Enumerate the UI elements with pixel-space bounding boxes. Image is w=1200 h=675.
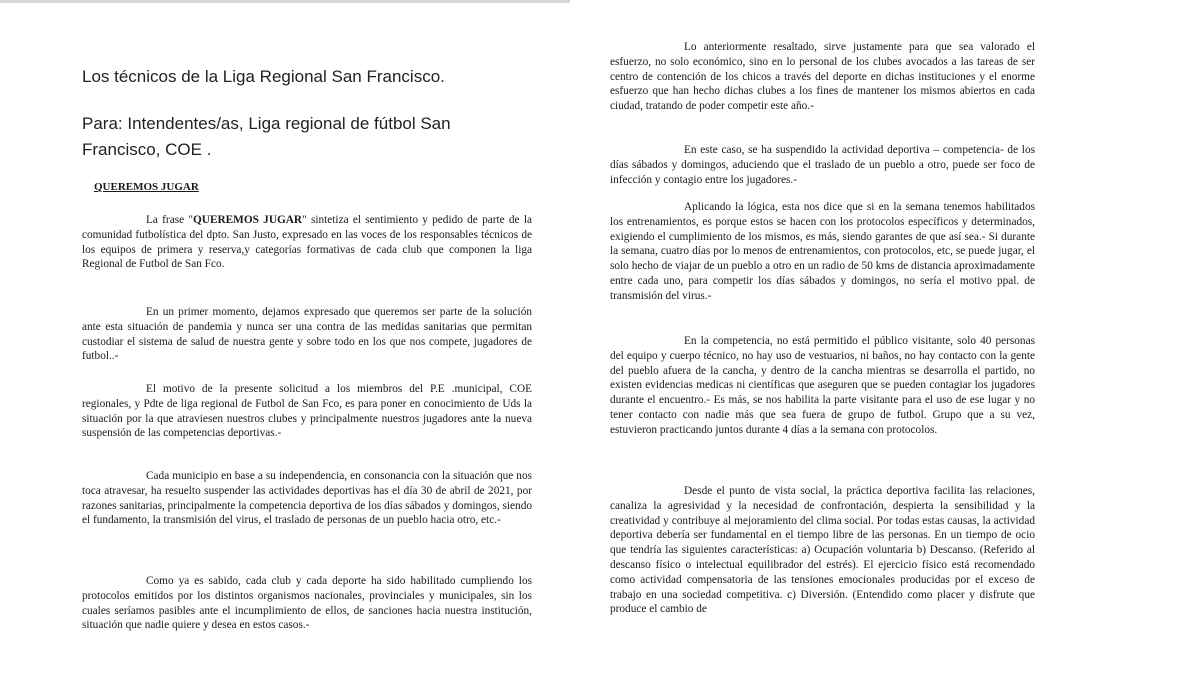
paragraph-6: Lo anteriormente resaltado, sirve justamente para que sea valorado el esfuerzo, no solo económico, sino en lo personal de los clubes avocados a las tareas de ser centro de contención de los chicos a través del deporte en dichas instituciones y el enorme esfuerzo que han hecho dichas clubes a los fines de mantener los mismos abiertos en cada ciudad, tratando de poder competir este año.- (610, 41, 1035, 113)
page-top-border (0, 0, 570, 3)
emphasis-queremos-jugar: QUEREMOS JUGAR (193, 214, 303, 226)
document-title: Los técnicos de la Liga Regional San Francisco. (82, 67, 445, 86)
paragraph-2: En un primer momento, dejamos expresado que queremos ser parte de la solución ante esta situación de pandemia y nunca ser una contra de las medidas sanitarias que permitan custodiar el sistema de salud de nuestra gente y sobre todo en los que nos compete, jugadores de futbol..- (82, 306, 532, 363)
recipients-line: Para: Intendentes/as, Liga regional de fútbol San Francisco, COE . (82, 114, 451, 159)
paragraph-10: Desde el punto de vista social, la práctica deportiva facilita las relaciones, canaliza la agresividad y la necesidad de confrontación, despierta la sensibilidad y la creatividad y contribuye al mejoramiento del clima social. Por todas estas causas, la actividad deportiva debería ser fundamental en el tiempo libre de las personas. En un tiempo de ocio que tendría las siguientes características: a) Ocupación voluntaria b) Descanso. (Referido al descanso físico o intelectual equilibrador del estrés). El ejercicio físico está recomendado como actividad compensatoria de las tensiones emocionales producidas por el exceso de trabajo en una sociedad competitiva. c) Diversión. (Entendido como placer y disfrute que produce el cambio de (610, 485, 1035, 616)
paragraph-5: Como ya es sabido, cada club y cada deporte ha sido habilitado cumpliendo los protocolos emitidos por los distintos organismos nacionales, provinciales y municipales, sin los cuales seríamos pasibles ante el incumplimiento de ellos, de sanciones hacia nuestra institución, situación que nadie quiere y desea en estos casos.- (82, 575, 532, 632)
paragraph-9: En la competencia, no está permitido el público visitante, solo 40 personas del equipo y cuerpo técnico, no hay uso de vestuarios, ni baños, no hay contacto con la gente del pueblo afuera de la cancha, y dentro de la cancha mientras se desarrolla el partido, no existen evidencias medicas ni científicas que aseguren que se pueden contagiar los jugadores durante el encuentro.- Es más, se nos habilita la parte visitante para el uso de ese lugar y no tener contacto con nadie más que sea fuera de grupo de futbol. Grupo que a su vez, estuvieron practicando juntos durante 4 días a la semana con protocolos. (610, 335, 1035, 436)
section-heading: QUEREMOS JUGAR (94, 181, 199, 193)
paragraph-4: Cada municipio en base a su independencia, en consonancia con la situación que nos toca atravesar, ha resuelto suspender las actividades deportivas has el día 30 de abril de 2021, por razones sanitarias, principalmente la competencia deportiva de los días sábados y domingos, siendo el fundamento, la transmisión del virus, el traslado de personas de un pueblo hacia otro, etc.- (82, 470, 532, 527)
paragraph-8: Aplicando la lógica, esta nos dice que si en la semana tenemos habilitados los entrenamientos, es porque estos se hacen con los protocolos específicos y determinados, exigiendo el cumplimiento de los mismos, es más, siendo garantes de que así sea.- Si durante la semana, cuatro días por lo menos de entrenamientos, con protocolos, etc, se puede jugar, el solo hecho de viajar de un pueblo a otro en un radio de 50 kms de distancia aproximadamente entre cada uno, para competir los días sábados y domingos, no sería el motivo ppal. de transmisión del virus.- (610, 201, 1035, 302)
paragraph-7: En este caso, se ha suspendido la actividad deportiva – competencia- de los días sábados y domingos, aduciendo que el traslado de un pueblo a otro, puede ser foco de infección y contagio entre los jugadores.- (610, 144, 1035, 186)
paragraph-3: El motivo de la presente solicitud a los miembros del P.E .municipal, COE regionales, y Pdte de liga regional de Futbol de San Fco, es para poner en conocimiento de Uds la situación por la que atraviesen nuestros clubes y principalmente nuestros jugadores ante la nueva suspensión de las competencias deportivas.- (82, 383, 532, 440)
paragraph-1: La frase "QUEREMOS JUGAR" sintetiza el sentimiento y pedido de parte de la comunidad futbolística del dpto. San Justo, expresado en las voces de los responsables técnicos de los equipos de primera y reserva,y categorías formativas de cada club que componen la liga Regional de Futbol de San Fco. (82, 214, 532, 271)
